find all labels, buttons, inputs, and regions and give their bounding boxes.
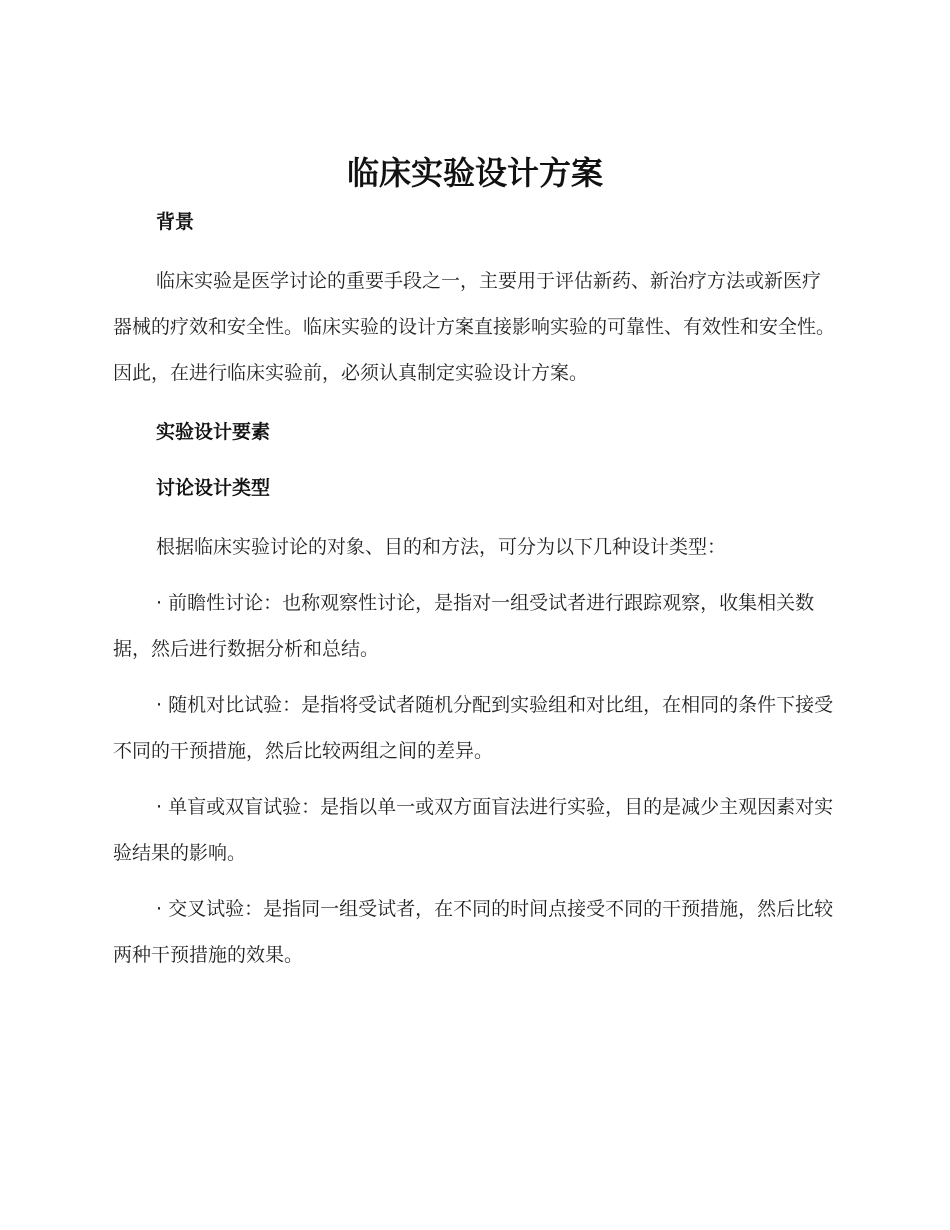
section-heading-design-type: 讨论设计类型: [156, 477, 271, 499]
bullet-item-crossover: · 交叉试验：是指同一组受试者，在不同的时间点接受不同的干预措施，然后比较两种干预措施的效果。: [113, 898, 834, 966]
paragraph-design-type-intro: 根据临床实验讨论的对象、目的和方法，可分为以下几种设计类型：: [156, 536, 727, 558]
section-heading-elements: 实验设计要素: [156, 421, 271, 443]
section-heading-background: 背景: [156, 211, 195, 233]
bullet-item-randomized: · 随机对比试验：是指将受试者随机分配到实验组和对比组，在相同的条件下接受不同的干预措施，然后比较两组之间的差异。: [113, 694, 834, 762]
bullet-item-blind: · 单盲或双盲试验：是指以单一或双方面盲法进行实验，目的是减少主观因素对实验结果的影响。: [113, 796, 834, 864]
paragraph-background: 临床实验是医学讨论的重要手段之一，主要用于评估新药、新治疗方法或新医疗器械的疗效和安全性。临床实验的设计方案直接影响实验的可靠性、有效性和安全性。因此，在进行临床实验前，必须认真制定实验设计方案。: [113, 270, 836, 384]
bullet-item-prospective: · 前瞻性讨论：也称观察性讨论，是指对一组受试者进行跟踪观察，收集相关数据，然后进行数据分析和总结。: [113, 592, 815, 660]
document-body: [113, 202, 837, 988]
page-title: 临床实验设计方案: [346, 154, 603, 192]
